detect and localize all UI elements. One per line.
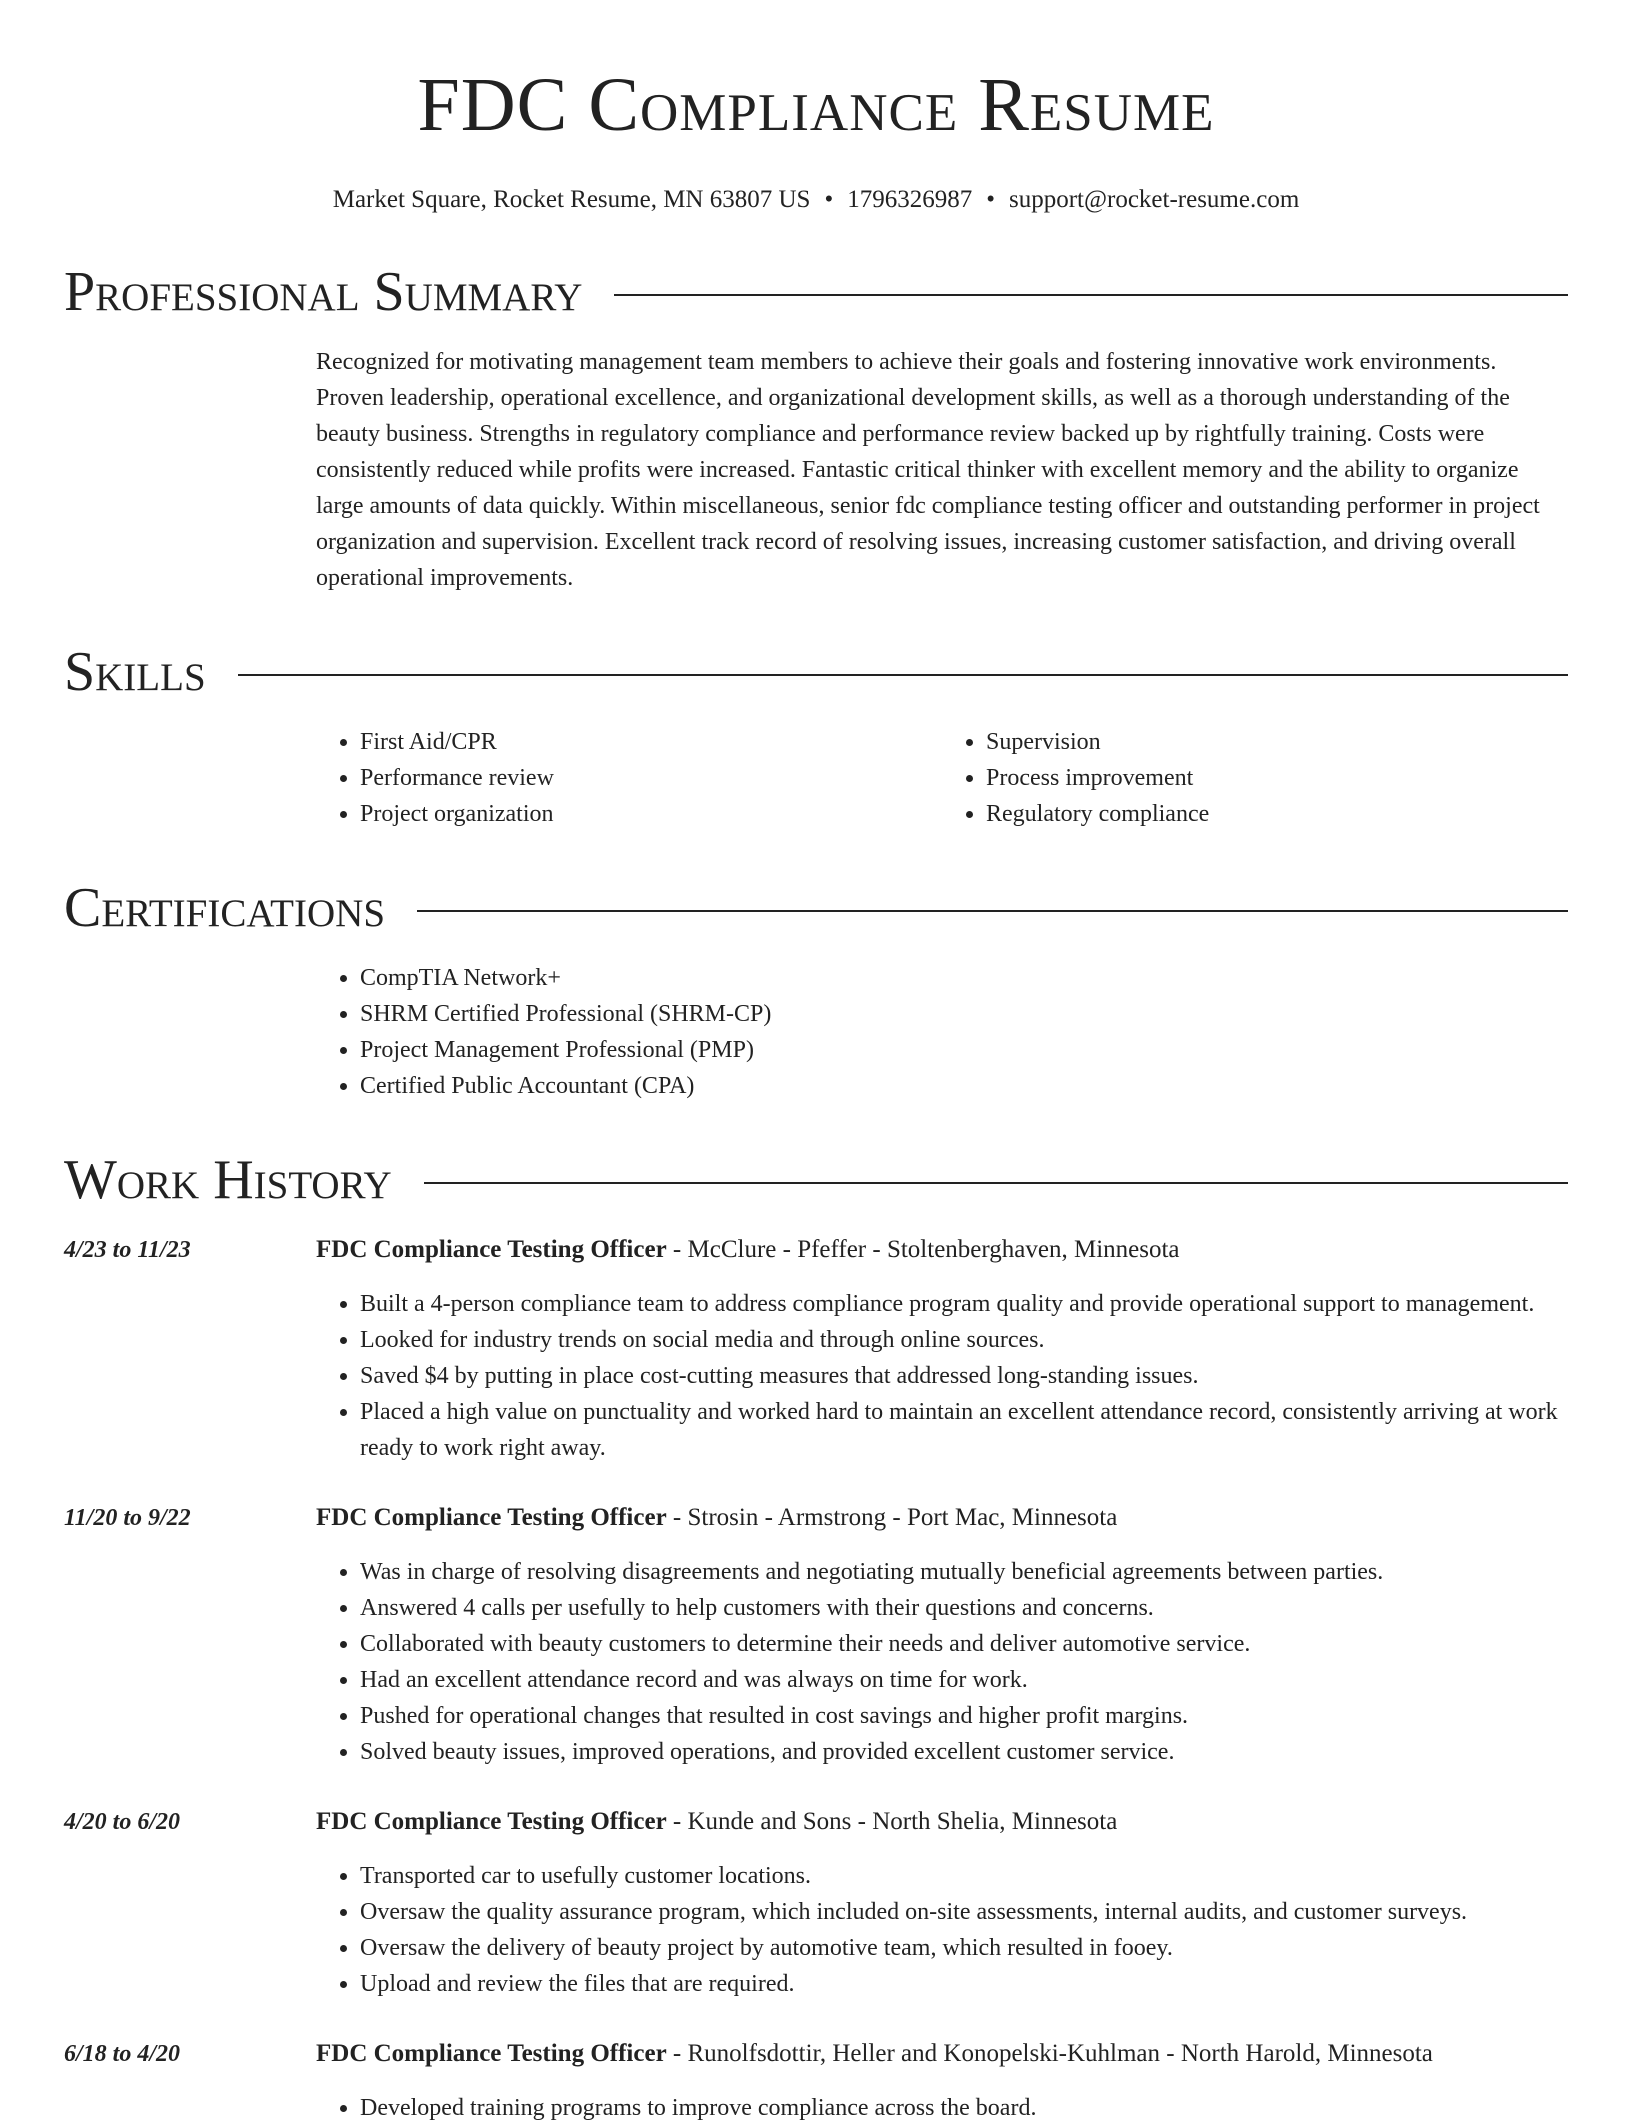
- work-history-section: [64, 1232, 1568, 2126]
- contact-phone: 1796326987: [847, 186, 973, 213]
- certification-item: • Project Management Professional (PMP): [360, 1032, 1568, 1068]
- job-employer-location: - Kunde and Sons - North Shelia, Minnesota: [666, 1808, 1118, 1835]
- job-bullet: • Upload and review the files that are required.: [360, 1966, 1568, 2002]
- job-bullet: • Collaborated with beauty customers to determine their needs and deliver automotive service.: [360, 1626, 1568, 1662]
- job-employer-location: - McClure - Pfeffer - Stoltenberghaven, Minnesota: [666, 1236, 1180, 1263]
- summary-section-header: [64, 260, 1568, 324]
- certifications-section-header: [64, 876, 1568, 940]
- job-bullet: • Pushed for operational changes that resulted in cost savings and higher profit margins.: [360, 1698, 1568, 1734]
- job-bullet: • Solved beauty issues, improved operations, and provided excellent customer service.: [360, 1734, 1568, 1770]
- resume-name: FDC Compliance Resume: [417, 63, 1215, 147]
- job-entry: [64, 1232, 1568, 1466]
- certifications-list: [316, 960, 1568, 1104]
- job-details: [316, 2036, 1568, 2126]
- job-entry: [64, 1500, 1568, 1770]
- job-details: [316, 1232, 1568, 1466]
- skills-list-right: [942, 724, 1568, 832]
- section-divider: [424, 1182, 1568, 1184]
- job-entry: [64, 1804, 1568, 2002]
- job-title: FDC Compliance Testing Officer: [316, 1236, 667, 1263]
- skill-item: • Performance review: [360, 760, 942, 796]
- skills-section-header: [64, 640, 1568, 704]
- job-bullet: • Answered 4 calls per usefully to help customers with their questions and concerns.: [360, 1590, 1568, 1626]
- job-bullets: [316, 1858, 1568, 2002]
- summary-text: Recognized for motivating management team members to achieve their goals and fostering innovative work environments. Proven leadership, operational excellence, and organizational development skills, as well as a thorough understanding of the beauty business. Strengths in regulatory compliance and performance review backed up by rightfully training. Costs were consistently reduced while profits were increased. Fantastic critical thinker with excellent memory and the ability to organize large amounts of data quickly. Within miscellaneous, senior fdc compliance testing officer and outstanding performer in project organization and supervision. Excellent track record of resolving issues, increasing customer satisfaction, and driving overall operational improvements.: [316, 349, 1540, 591]
- job-employer-location: - Runolfsdottir, Heller and Konopelski-Kuhlman - North Harold, Minnesota: [666, 2040, 1433, 2067]
- job-bullet: • Looked for industry trends on social media and through online sources.: [360, 1322, 1568, 1358]
- section-divider: [417, 910, 1568, 912]
- job-entry: [64, 2036, 1568, 2126]
- job-dates: 11/20 to 9/22: [64, 1505, 191, 1531]
- job-details: [316, 1500, 1568, 1770]
- job-heading: [316, 1232, 1568, 1268]
- skills-list-left: [316, 724, 942, 832]
- section-title-certifications: Certifications: [64, 877, 386, 939]
- skill-item: • Regulatory compliance: [986, 796, 1568, 832]
- job-employer-location: - Strosin - Armstrong - Port Mac, Minnesota: [666, 1504, 1118, 1531]
- job-bullet: • Placed a high value on punctuality and worked hard to maintain an excellent attendance record, consistently arriving at work ready to work right away.: [360, 1394, 1568, 1466]
- job-heading: [316, 1500, 1568, 1536]
- job-dates: 4/20 to 6/20: [64, 1809, 181, 1835]
- section-divider: [238, 674, 1568, 676]
- skill-item: • Project organization: [360, 796, 942, 832]
- contact-address: Market Square, Rocket Resume, MN 63807 US: [332, 186, 811, 213]
- job-dates: 6/18 to 4/20: [64, 2041, 181, 2067]
- work-section-header: [64, 1148, 1568, 1212]
- job-bullets: [316, 1286, 1568, 1466]
- contact-separator: •: [986, 186, 995, 213]
- job-title: FDC Compliance Testing Officer: [316, 1808, 667, 1835]
- certification-item: • CompTIA Network+: [360, 960, 1568, 996]
- job-bullet: • Developed training programs to improve compliance across the board.: [360, 2090, 1568, 2126]
- skills-section: [316, 724, 1568, 832]
- job-bullet: • Saved $4 by putting in place cost-cutting measures that addressed long-standing issues.: [360, 1358, 1568, 1394]
- job-dates: 4/23 to 11/23: [64, 1237, 191, 1263]
- job-title: FDC Compliance Testing Officer: [316, 2040, 667, 2067]
- contact-separator: •: [824, 186, 834, 213]
- certification-item: • SHRM Certified Professional (SHRM-CP): [360, 996, 1568, 1032]
- job-bullet: • Was in charge of resolving disagreements and negotiating mutually beneficial agreements between parties.: [360, 1554, 1568, 1590]
- summary-section: [316, 344, 1568, 596]
- skill-item: • Supervision: [986, 724, 1568, 760]
- job-heading: [316, 2036, 1568, 2072]
- certifications-section: [316, 960, 1568, 1104]
- job-bullet: • Had an excellent attendance record and was always on time for work.: [360, 1662, 1568, 1698]
- job-bullet: • Oversaw the delivery of beauty project by automotive team, which resulted in fooey.: [360, 1930, 1568, 1966]
- job-bullet: • Oversaw the quality assurance program, which included on-site assessments, internal audits, and customer surveys.: [360, 1894, 1568, 1930]
- certification-item: • Certified Public Accountant (CPA): [360, 1068, 1568, 1104]
- contact-line: [64, 184, 1568, 216]
- skill-item: • First Aid/CPR: [360, 724, 942, 760]
- job-bullets: [316, 2090, 1568, 2126]
- resume-header: [64, 0, 1568, 216]
- job-bullet: • Built a 4-person compliance team to address compliance program quality and provide operational support to management.: [360, 1286, 1568, 1322]
- job-bullets: [316, 1554, 1568, 1770]
- contact-email[interactable]: support@rocket-resume.com: [1008, 186, 1300, 213]
- section-title-skills: Skills: [64, 641, 206, 703]
- section-title-work-history: Work History: [64, 1149, 392, 1211]
- section-title-summary: Professional Summary: [64, 261, 583, 323]
- job-heading: [316, 1804, 1568, 1840]
- job-details: [316, 1804, 1568, 2002]
- job-title: FDC Compliance Testing Officer: [316, 1504, 667, 1531]
- skill-item: • Process improvement: [986, 760, 1568, 796]
- section-divider: [614, 294, 1568, 296]
- job-bullet: • Transported car to usefully customer locations.: [360, 1858, 1568, 1894]
